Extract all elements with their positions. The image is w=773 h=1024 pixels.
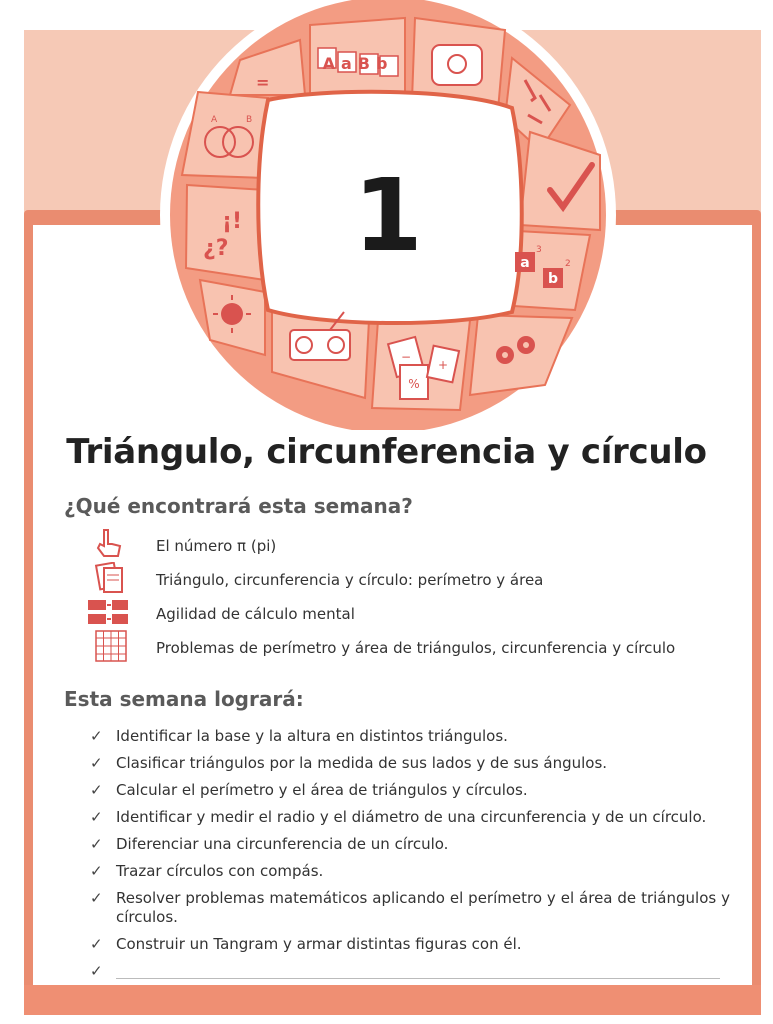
contents-heading: ¿Qué encontrará esta semana?	[64, 494, 413, 518]
list-item-label: El número π (pi)	[156, 537, 277, 555]
list-item	[86, 630, 726, 664]
goal-blank-line	[90, 962, 730, 982]
check-icon: ✓	[90, 781, 103, 799]
contents-list	[86, 528, 726, 664]
check-icon: ✓	[90, 835, 103, 853]
svg-text:¡!: ¡!	[222, 209, 243, 234]
check-icon: ✓	[90, 754, 103, 772]
svg-text:%: %	[408, 377, 420, 391]
check-icon: ✓	[90, 862, 103, 880]
chapter-globe	[0, 0, 773, 430]
svg-text:=: =	[256, 73, 270, 92]
goal-item: ✓ Resolver problemas matemáticos aplicando el perímetro y el área de triángulos y círculos.	[90, 889, 730, 926]
svg-text:−: −	[400, 350, 412, 364]
goal-item: ✓ Construir un Tangram y armar distintas figuras con él.	[90, 935, 522, 953]
tile-letters-text: AaBb	[322, 54, 394, 73]
check-icon: ✓	[90, 889, 103, 907]
goal-item: ✓ Trazar círculos con compás.	[90, 862, 324, 880]
svg-text:B: B	[246, 115, 253, 125]
list-item	[86, 528, 726, 562]
check-icon: ✓	[90, 727, 103, 745]
list-item	[86, 596, 726, 630]
svg-text:a: a	[520, 255, 530, 271]
goal-item: ✓ Identificar la base y la altura en distintos triángulos.	[90, 727, 508, 745]
check-icon: ✓	[90, 808, 103, 826]
goal-item: ✓ Diferenciar una circunferencia de un círculo.	[90, 835, 449, 853]
goal-item: ✓ Calcular el perímetro y el área de triángulos y círculos.	[90, 781, 528, 799]
svg-text:b: b	[547, 271, 559, 287]
check-icon: ✓	[90, 962, 103, 980]
svg-text:+: +	[437, 358, 449, 372]
goals-list	[90, 727, 730, 982]
pointing-hand-icon	[86, 528, 132, 560]
page-title: Triángulo, circunferencia y círculo	[66, 432, 707, 472]
footer-bar	[24, 985, 761, 1015]
svg-text:2: 2	[565, 259, 571, 269]
svg-text:¿?: ¿?	[203, 236, 229, 261]
documents-icon	[86, 562, 132, 594]
grid-problem-icon	[86, 630, 132, 662]
list-item-label: Triángulo, circunferencia y círculo: perímetro y área	[156, 571, 544, 589]
chapter-number: 1	[353, 157, 423, 274]
goal-item: ✓ Clasificar triángulos por la medida de sus lados y de sus ángulos.	[90, 754, 608, 772]
svg-text:A: A	[211, 115, 218, 125]
list-item-label: Agilidad de cálculo mental	[156, 605, 355, 623]
check-icon: ✓	[90, 935, 103, 953]
list-item-label: Problemas de perímetro y área de triángulos, circunferencia y círculo	[156, 639, 676, 657]
goal-item: ✓ Identificar y medir el radio y el diámetro de una circunferencia y de un círculo.	[90, 808, 707, 826]
svg-text:3: 3	[536, 245, 542, 255]
goals-heading: Esta semana logrará:	[64, 687, 304, 711]
mental-math-icon	[86, 596, 132, 628]
tile-gears	[470, 315, 572, 395]
list-item	[86, 562, 726, 596]
